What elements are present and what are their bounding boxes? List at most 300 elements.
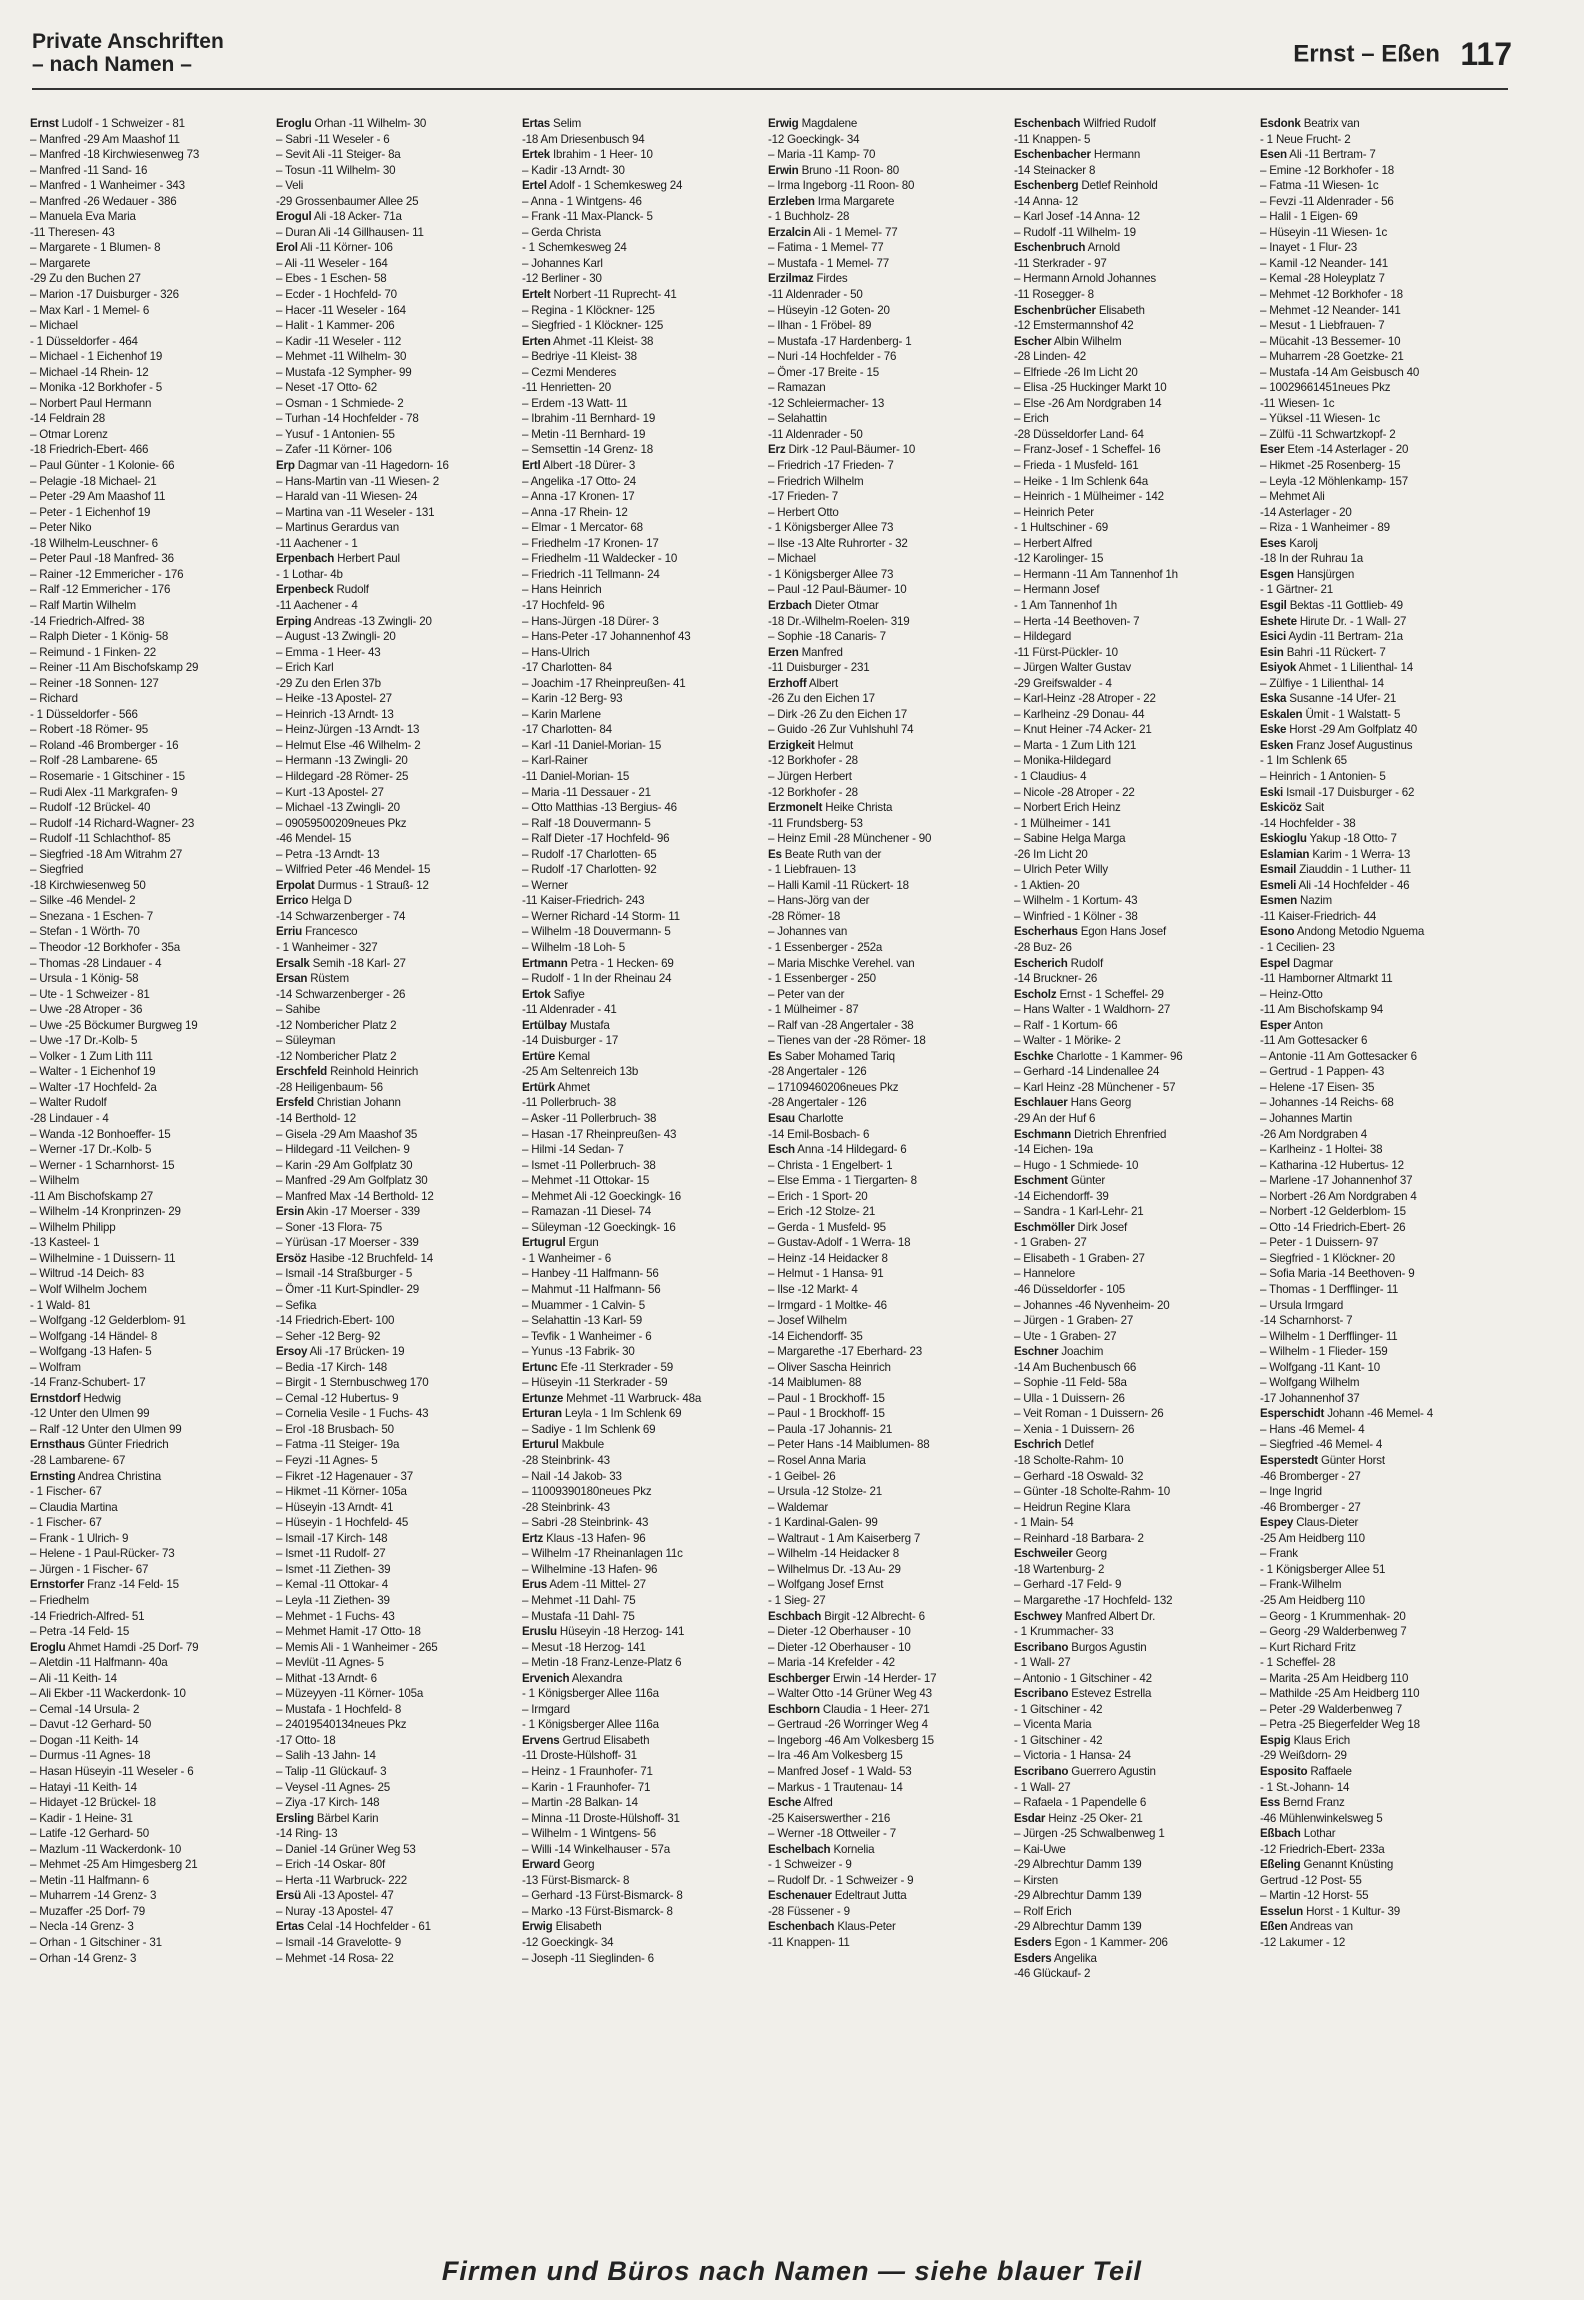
directory-entry: – Reimund - 1 Finken- 22 — [30, 645, 157, 659]
directory-entry: Erriu Francesco — [276, 925, 358, 939]
directory-entry: Ersin Akin -17 Moerser - 339 — [276, 1205, 420, 1219]
directory-entry: – Walter Rudolf — [30, 1096, 107, 1110]
directory-entry: – Johannes -46 Nyvenheim- 20 — [1014, 1298, 1170, 1312]
directory-entry: Escribano Guerrero Agustin — [1014, 1764, 1156, 1778]
directory-entry: – Selahattin — [768, 412, 827, 426]
directory-entry: – Metin -11 Bernhard- 19 — [522, 427, 646, 441]
directory-entry: – Hildegard -28 Römer- 25 — [276, 769, 409, 783]
directory-entry: - 1 Gitschiner - 42 — [1014, 1702, 1103, 1716]
directory-entry: – Ismail -14 Straßburger - 5 — [276, 1267, 413, 1281]
directory-entry: -11 Aachener - 4 — [276, 598, 358, 612]
directory-entry: Erzleben Irma Margarete — [768, 194, 895, 208]
directory-entry: – Veli — [276, 179, 304, 193]
directory-entry: – Heinz Emil -28 Münchener - 90 — [768, 832, 932, 846]
directory-entry: – Markus - 1 Trautenau- 14 — [768, 1780, 903, 1794]
directory-entry: – Halli Kamil -11 Rückert- 18 — [768, 878, 909, 892]
directory-entry: - 1 Aktien- 20 — [1014, 878, 1080, 892]
directory-entry: – Heinz-Otto — [1260, 987, 1323, 1001]
directory-entry: – Ismet -11 Ziethen- 39 — [276, 1562, 391, 1576]
directory-entry: Erturul Makbule — [522, 1438, 605, 1452]
directory-entry: – Hans Walter - 1 Waldhorn- 27 — [1014, 1003, 1171, 1017]
directory-entry: Erzen Manfred — [768, 645, 843, 659]
directory-entry: – Ralf Dieter -17 Hochfeld- 96 — [522, 832, 670, 846]
directory-entry: Esmail Ziauddin - 1 Luther- 11 — [1260, 863, 1412, 877]
directory-entry: – Memis Ali - 1 Wanheimer - 265 — [276, 1640, 438, 1654]
directory-entry: - 1 Fischer- 67 — [30, 1516, 102, 1530]
directory-entry: – Josef Wilhelm — [768, 1314, 847, 1328]
directory-entry: – Karlheinz -29 Donau- 44 — [1014, 707, 1145, 721]
directory-entry: – Mustafa -14 Am Geisbusch 40 — [1260, 365, 1420, 379]
directory-entry: – Karl-Heinz -28 Atroper - 22 — [1014, 692, 1156, 706]
directory-entry: Eschment Günter — [1014, 1174, 1106, 1188]
directory-entry: Escher Albin Wilhelm — [1014, 334, 1122, 348]
directory-entry: -11 Am Bischofskamp 27 — [30, 1189, 153, 1203]
directory-entry: – Mazlum -11 Wackerdonk- 10 — [30, 1842, 182, 1856]
directory-entry: Eser Etem -14 Asterlager - 20 — [1260, 443, 1409, 457]
directory-entry: – Michael — [30, 319, 78, 333]
directory-entry: – Heike - 1 Im Schlenk 64a — [1014, 474, 1148, 488]
directory-entry: Eschwey Manfred Albert Dr. — [1014, 1609, 1156, 1623]
directory-entry: - 1 Liebfrauen- 13 — [768, 863, 856, 877]
directory-entry: – Salih -13 Jahn- 14 — [276, 1749, 376, 1763]
directory-entry: -18 Kirchwiesenweg 50 — [30, 878, 146, 892]
directory-entry: -25 Am Heidberg 110 — [1260, 1531, 1365, 1545]
directory-entry: -14 Am Buchenbusch 66 — [1014, 1360, 1137, 1374]
directory-entry: -14 Maiblumen- 88 — [768, 1376, 862, 1390]
directory-entry: – Sandra - 1 Karl-Lehr- 21 — [1014, 1205, 1144, 1219]
directory-entry: - 1 Essenberger - 250 — [768, 972, 876, 986]
directory-entry: - 1 Königsberger Allee 116a — [522, 1687, 659, 1701]
directory-entry: – Otto -14 Friedrich-Ebert- 26 — [1260, 1220, 1406, 1234]
directory-entry: – Emma - 1 Heer- 43 — [276, 645, 381, 659]
directory-entry: – Hilmi -14 Sedan- 7 — [522, 1143, 624, 1157]
directory-entry: – Durmus -11 Agnes- 18 — [30, 1749, 151, 1763]
directory-entry: – Reinhard -18 Barbara- 2 — [1014, 1531, 1144, 1545]
directory-entry: Eschmöller Dirk Josef — [1014, 1220, 1128, 1234]
directory-entry: – Siegfried - 1 Klöckner- 125 — [522, 319, 664, 333]
directory-entry: – Ecder - 1 Hochfeld- 70 — [276, 288, 397, 302]
directory-entry: Erz Dirk -12 Paul-Bäumer- 10 — [768, 443, 916, 457]
directory-entry: Ertmann Petra - 1 Hecken- 69 — [522, 956, 674, 970]
directory-entry: -13 Fürst-Bismarck- 8 — [522, 1873, 630, 1887]
directory-entry: -14 Duisburger - 17 — [522, 1034, 619, 1048]
directory-entry: – Angelika -17 Otto- 24 — [522, 474, 636, 488]
directory-entry: – Elisa -25 Huckinger Markt 10 — [1014, 381, 1167, 395]
directory-entry: Esdonk Beatrix van — [1260, 117, 1360, 130]
directory-entry: – Veit Roman - 1 Duissern- 26 — [1014, 1407, 1164, 1421]
directory-entry: -11 Duisburger - 231 — [768, 661, 870, 675]
directory-entry: Erping Andreas -13 Zwingli- 20 — [276, 614, 432, 628]
directory-entry: – Ali Ekber -11 Wackerdonk- 10 — [30, 1687, 186, 1701]
directory-entry: -46 Glückauf- 2 — [1014, 1967, 1091, 1981]
directory-entry: -11 Aachener - 1 — [276, 536, 358, 550]
directory-entry: – Silke -46 Mendel- 2 — [30, 894, 136, 908]
directory-entry: – Richard — [30, 692, 78, 706]
directory-entry: – Elfriede -26 Im Licht 20 — [1014, 365, 1138, 379]
directory-entry: – Martin -12 Horst- 55 — [1260, 1889, 1369, 1903]
directory-entry: -25 Am Heidberg 110 — [1260, 1593, 1365, 1607]
directory-entry: – Kurt Richard Fritz — [1260, 1640, 1356, 1654]
directory-entry: – Muharrem -14 Grenz- 3 — [30, 1889, 157, 1903]
directory-entry: Erzalcin Ali - 1 Memel- 77 — [768, 225, 898, 239]
directory-entry: – Wilhelm -14 Kronprinzen- 29 — [30, 1205, 181, 1219]
directory-entry: -18 Wilhelm-Leuschner- 6 — [30, 536, 158, 550]
directory-entry: – Hatayi -11 Keith- 14 — [30, 1780, 137, 1794]
directory-entry: -14 Friedrich-Ebert- 100 — [276, 1314, 395, 1328]
directory-entry: Esch Anna -14 Hildegard- 6 — [768, 1143, 907, 1157]
directory-entry: – Erich Karl — [276, 661, 334, 675]
directory-entry: -14 Friedrich-Alfred- 38 — [30, 614, 145, 628]
directory-entry: -12 Berliner - 30 — [522, 272, 602, 286]
page-number: 117 — [1460, 36, 1512, 72]
directory-entry: -25 Kaiserswerther - 216 — [768, 1811, 891, 1825]
directory-entry: – Gerhard -17 Feld- 9 — [1014, 1578, 1122, 1592]
directory-entry: -28 Linden- 42 — [1014, 350, 1086, 364]
directory-entry: -26 Am Nordgraben 4 — [1260, 1127, 1368, 1141]
directory-entry: Ertunc Efe -11 Sterkrader - 59 — [522, 1360, 674, 1374]
directory-column-1 — [30, 116, 276, 2226]
directory-entry: -18 Wartenburg- 2 — [1014, 1562, 1105, 1576]
directory-entry: Eschlauer Hans Georg — [1014, 1096, 1132, 1110]
directory-entry: – Erich - 1 Sport- 20 — [768, 1189, 868, 1203]
directory-entry: – Paul - 1 Brockhoff- 15 — [768, 1391, 885, 1405]
directory-entry: -11 Aldenrader - 50 — [768, 427, 863, 441]
directory-entry: - 1 Claudius- 4 — [1014, 769, 1087, 783]
directory-entry: -28 Lindauer - 4 — [30, 1112, 109, 1125]
directory-entry: – Wolfgang -13 Hafen- 5 — [30, 1345, 152, 1359]
directory-entry: – Uwe -28 Atroper - 36 — [30, 1003, 143, 1017]
directory-entry: - 1 Scheffel- 28 — [1260, 1656, 1336, 1670]
directory-entry: - 1 Königsberger Allee 51 — [1260, 1562, 1386, 1576]
directory-entry: -14 Schwarzenberger - 26 — [276, 987, 406, 1001]
directory-entry: -12 Lakumer - 12 — [1260, 1935, 1346, 1949]
directory-entry: – Sabri -11 Weseler - 6 — [276, 132, 390, 146]
directory-entry: -14 Anna- 12 — [1014, 194, 1078, 208]
directory-entry: – Zülfiye - 1 Lilienthal- 14 — [1260, 676, 1384, 690]
directory-entry: – Norbert -12 Gelderblom- 15 — [1260, 1205, 1406, 1219]
directory-entry: – Winfried - 1 Kölner - 38 — [1014, 909, 1138, 923]
directory-entry: – Karin - 1 Fraunhofer- 71 — [522, 1780, 651, 1794]
directory-entry: Esono Andong Metodio Nguema — [1260, 925, 1425, 939]
directory-entry: – Kadir -13 Arndt- 30 — [522, 163, 625, 177]
directory-entry: – Norbert Erich Heinz — [1014, 801, 1121, 815]
directory-entry: – Wilfried Peter -46 Mendel- 15 — [276, 863, 431, 877]
directory-entry: Esselun Horst - 1 Kultur- 39 — [1260, 1904, 1401, 1918]
directory-entry: – Rudolf -11 Wilhelm- 19 — [1014, 225, 1136, 239]
name-range: Ernst – Eßen — [1293, 40, 1440, 68]
directory-entry: -12 Goeckingk- 34 — [768, 132, 860, 146]
directory-entry: – Peter van der — [768, 987, 845, 1001]
directory-entry: – Inge Ingrid — [1260, 1485, 1322, 1499]
directory-entry: – Ingeborg -46 Am Volkesberg 15 — [768, 1733, 934, 1747]
directory-entry: -14 Ring- 13 — [276, 1827, 338, 1841]
directory-entry: – Zülfü -11 Schwartzkopf- 2 — [1260, 427, 1396, 441]
directory-entry: – Hans -46 Memel- 4 — [1260, 1422, 1365, 1436]
directory-entry: - 1 Essenberger - 252a — [768, 940, 883, 954]
directory-entry: – Michael - 1 Eichenhof 19 — [30, 350, 163, 364]
directory-entry: – Ziya -17 Kirch- 148 — [276, 1796, 380, 1810]
directory-entry: – Else Emma - 1 Tiergarten- 8 — [768, 1174, 917, 1188]
directory-entry: Erol Ali -11 Körner- 106 — [276, 241, 393, 255]
directory-entry: – Mehmet -12 Neander- 141 — [1260, 303, 1401, 317]
directory-entry: - 1 Schemkesweg 24 — [522, 241, 627, 255]
directory-entry: -17 Charlotten- 84 — [522, 661, 612, 675]
directory-entry: – Herta -14 Beethoven- 7 — [1014, 614, 1140, 628]
directory-entry: – Neset -17 Otto- 62 — [276, 381, 378, 395]
directory-entry: – Monika-Hildegard — [1014, 754, 1111, 768]
directory-entry: – Harald van -11 Wiesen- 24 — [276, 490, 418, 504]
directory-entry: Erturan Leyla - 1 Im Schlenk 69 — [522, 1407, 682, 1421]
directory-entry: -14 Schwarzenberger - 74 — [276, 909, 406, 923]
directory-entry: Erwig Magdalene — [768, 117, 858, 130]
directory-entry: – Martinus Gerardus van — [276, 521, 399, 535]
directory-entry: – Ibrahim -11 Bernhard- 19 — [522, 412, 656, 426]
directory-entry: – Erich — [1014, 412, 1049, 426]
directory-entry: – Marlene -17 Johannenhof 37 — [1260, 1174, 1413, 1188]
directory-entry: Erus Adem -11 Mittel- 27 — [522, 1578, 646, 1592]
directory-entry: – Michael -13 Zwingli- 20 — [276, 801, 400, 815]
directory-entry: – Zafer -11 Körner- 106 — [276, 443, 392, 457]
directory-entry: – Marta - 1 Zum Lith 121 — [1014, 738, 1137, 752]
directory-entry: – Wilhelmine -13 Hafen- 96 — [522, 1562, 658, 1576]
directory-entry: – Hüseyin -12 Goten- 20 — [768, 303, 890, 317]
directory-entry: - 1 Wanheimer - 327 — [276, 940, 378, 954]
directory-entry: -14 Franz-Schubert- 17 — [30, 1376, 146, 1390]
directory-entry: – Hüseyin -11 Sterkrader - 59 — [522, 1376, 668, 1390]
directory-entry: – Sadiye - 1 Im Schlenk 69 — [522, 1422, 656, 1436]
directory-entry: Erzigkeit Helmut — [768, 738, 854, 752]
directory-entry: Eroglu Orhan -11 Wilhelm- 30 — [276, 117, 427, 130]
directory-entry: – Hans-Jürgen -18 Dürer- 3 — [522, 614, 659, 628]
directory-entry: – Emine -12 Borkhofer - 18 — [1260, 163, 1394, 177]
directory-entry: – Ismet -11 Pollerbruch- 38 — [522, 1158, 656, 1172]
directory-entry: Esgil Bektas -11 Gottlieb- 49 — [1260, 598, 1403, 612]
section-title-line1: Private Anschriften — [32, 30, 224, 53]
directory-entry: – Fikret -12 Hagenauer - 37 — [276, 1469, 414, 1483]
directory-entry: -18 Friedrich-Ebert- 466 — [30, 443, 149, 457]
directory-entry: – Snezana - 1 Eschen- 7 — [30, 909, 154, 923]
directory-entry: Eshete Hirute Dr. - 1 Wall- 27 — [1260, 614, 1407, 628]
directory-entry: – Gisela -29 Am Maashof 35 — [276, 1127, 418, 1141]
directory-entry: – Hanbey -11 Halfmann- 56 — [522, 1267, 659, 1281]
directory-entry: – Yusuf - 1 Antonien- 55 — [276, 427, 395, 441]
directory-entry: -11 Aldenrader - 41 — [522, 1003, 617, 1017]
directory-entry: – Yunus -13 Fabrik- 30 — [522, 1345, 635, 1359]
directory-entry: – Ebes - 1 Eschen- 58 — [276, 272, 387, 286]
directory-entry: Ernst Ludolf - 1 Schweizer - 81 — [30, 117, 185, 130]
directory-entry: – Heidrun Regine Klara — [1014, 1500, 1131, 1514]
directory-entry: – Karl Josef -14 Anna- 12 — [1014, 210, 1140, 224]
directory-entry: – Reiner -18 Sonnen- 127 — [30, 676, 159, 690]
directory-entry: – Gustav-Adolf - 1 Werra- 18 — [768, 1236, 911, 1250]
directory-entry: – Siegfried -46 Memel- 4 — [1260, 1438, 1383, 1452]
directory-entry: -46 Bromberger - 27 — [1260, 1500, 1361, 1514]
directory-entry: – Dogan -11 Keith- 14 — [30, 1733, 139, 1747]
directory-entry: – 11009390180neues Pkz — [522, 1485, 652, 1499]
directory-entry: – Peter Paul -18 Manfred- 36 — [30, 552, 174, 566]
directory-entry: Eschrich Detlef — [1014, 1438, 1094, 1452]
directory-entry: – Rolf -28 Lambarene- 65 — [30, 754, 158, 768]
directory-entry: – Ilse -13 Alte Ruhrorter - 32 — [768, 536, 908, 550]
directory-entry: – Fatma -11 Steiger- 19a — [276, 1438, 400, 1452]
directory-entry: -11 Rosegger- 8 — [1014, 288, 1094, 302]
directory-entry: – Siegfried - 1 Klöckner- 20 — [1260, 1251, 1395, 1265]
directory-entry: – Ilse -12 Markt- 4 — [768, 1283, 858, 1297]
directory-entry: Escherich Rudolf — [1014, 956, 1103, 970]
directory-entry: – Wilhelmine - 1 Duissern- 11 — [30, 1251, 176, 1265]
directory-entry: – Heinz -14 Heidacker 8 — [768, 1251, 888, 1265]
directory-column-4 — [768, 116, 1014, 2226]
directory-entry: – Talip -11 Glückauf- 3 — [276, 1764, 387, 1778]
directory-entry: – Wiltrud -14 Deich- 83 — [30, 1267, 144, 1281]
directory-entry: Espig Klaus Erich — [1260, 1733, 1351, 1747]
directory-entry: – Pelagie -18 Michael- 21 — [30, 474, 157, 488]
directory-entry: Eslamian Karim - 1 Werra- 13 — [1260, 847, 1411, 861]
directory-entry: -46 Düsseldorfer - 105 — [1014, 1283, 1125, 1297]
directory-entry: – Ismet -11 Rudolf- 27 — [276, 1547, 386, 1561]
directory-entry: – Petra -25 Biegerfelder Weg 18 — [1260, 1718, 1420, 1732]
directory-entry: Esper Anton — [1260, 1018, 1323, 1032]
directory-entry: Ervenich Alexandra — [522, 1671, 623, 1685]
directory-entry: – Davut -12 Gerhard- 50 — [30, 1718, 152, 1732]
directory-entry: – Frank - 1 Ulrich- 9 — [30, 1531, 129, 1545]
directory-entry: Esders Angelika — [1014, 1951, 1097, 1965]
directory-entry: – Rolf Erich — [1014, 1904, 1072, 1918]
directory-entry: -13 Kasteel- 1 — [30, 1236, 100, 1250]
directory-entry: Es Beate Ruth van der — [768, 847, 882, 861]
directory-entry: – Margarete - 1 Blumen- 8 — [30, 241, 161, 255]
directory-entry: -11 Pollerbruch- 38 — [522, 1096, 616, 1110]
directory-entry: – Victoria - 1 Hansa- 24 — [1014, 1749, 1131, 1763]
directory-entry: – Kadir -11 Weseler - 112 — [276, 334, 402, 348]
directory-entry: Ervens Gertrud Elisabeth — [522, 1733, 650, 1747]
directory-entry: – Manfred - 1 Wanheimer - 343 — [30, 179, 185, 193]
directory-entry: – Georg - 1 Krummenhak- 20 — [1260, 1609, 1406, 1623]
directory-entry: – Dieter -12 Oberhauser - 10 — [768, 1640, 911, 1654]
directory-entry: Eschenbach Wilfried Rudolf — [1014, 117, 1156, 130]
directory-entry: Eschenbach Klaus-Peter — [768, 1920, 896, 1934]
directory-entry: – Hugo - 1 Schmiede- 10 — [1014, 1158, 1139, 1172]
header-divider — [32, 88, 1508, 90]
directory-entry: Esperschidt Johann -46 Memel- 4 — [1260, 1407, 1433, 1421]
directory-entry: Eroglu Ahmet Hamdi -25 Dorf- 79 — [30, 1640, 199, 1654]
directory-entry: – Wilhelm -14 Heidacker 8 — [768, 1547, 899, 1561]
directory-entry: Esiyok Ahmet - 1 Lilienthal- 14 — [1260, 661, 1413, 675]
directory-entry: - 1 Wald- 81 — [30, 1298, 91, 1312]
directory-entry: – Duran Ali -14 Gillhausen- 11 — [276, 225, 424, 239]
directory-entry: -14 Friedrich-Alfred- 51 — [30, 1609, 145, 1623]
directory-entry: - 1 Geibel- 26 — [768, 1469, 836, 1483]
directory-entry: -14 Bruckner- 26 — [1014, 972, 1098, 986]
directory-entry: -14 Hochfelder - 38 — [1260, 816, 1356, 830]
directory-entry: – Fatima - 1 Memel- 77 — [768, 241, 884, 255]
directory-entry: -28 Steinbrink- 43 — [522, 1454, 610, 1468]
directory-entry: – Petra -14 Feld- 15 — [30, 1625, 130, 1639]
directory-entry: – Hans-Jörg van der — [768, 894, 870, 908]
directory-entry: – Cemal -12 Hubertus- 9 — [276, 1391, 399, 1405]
directory-entry: – Ralf Martin Wilhelm — [30, 598, 136, 612]
directory-entry: – Peter - 1 Eichenhof 19 — [30, 505, 151, 519]
directory-entry: – Frieda - 1 Musfeld- 161 — [1014, 459, 1139, 473]
directory-entry: -12 Nombericher Platz 2 — [276, 1018, 397, 1032]
directory-entry: Esposito Raffaele — [1260, 1764, 1352, 1778]
directory-entry: -11 Knappen- 5 — [1014, 132, 1091, 146]
directory-entry: – Inayet - 1 Flur- 23 — [1260, 241, 1357, 255]
directory-entry: – Rudolf -11 Schlachthof- 85 — [30, 832, 171, 846]
directory-entry: – Antonie -11 Am Gottesacker 6 — [1260, 1049, 1417, 1063]
directory-entry: - 1 Sieg- 27 — [768, 1593, 826, 1607]
directory-entry: – Monika -12 Borkhofer - 5 — [30, 381, 163, 395]
directory-entry: Ertüre Kemal — [522, 1049, 590, 1063]
directory-entry: – Sahibe — [276, 1003, 321, 1017]
directory-entry: – Friedrich Wilhelm — [768, 474, 864, 488]
directory-entry: - 1 Wanheimer - 6 — [522, 1251, 611, 1265]
directory-entry: - 1 Main- 54 — [1014, 1516, 1074, 1530]
directory-entry: – Süleyman — [276, 1034, 336, 1048]
directory-entry: - 1 Düsseldorfer - 566 — [30, 707, 138, 721]
directory-entry: – Volker - 1 Zum Lith 111 — [30, 1049, 153, 1063]
directory-entry: – Walter - 1 Eichenhof 19 — [30, 1065, 156, 1079]
directory-entry: – Guido -26 Zur Vuhlshuhl 74 — [768, 723, 914, 737]
directory-entry: -29 Zu den Erlen 37b — [276, 676, 381, 690]
directory-entry: – Werner — [522, 878, 568, 892]
directory-entry: – Manuela Eva Maria — [30, 210, 136, 224]
directory-entry: -11 Fürst-Pückler- 10 — [1014, 645, 1118, 659]
directory-entry: – Thomas - 1 Derfflinger- 11 — [1260, 1283, 1399, 1297]
directory-entry: – Heinz - 1 Fraunhofer- 71 — [522, 1764, 653, 1778]
directory-entry: -28 Lambarene- 67 — [30, 1454, 126, 1468]
directory-entry: – Otmar Lorenz — [30, 427, 108, 441]
directory-entry: – Ilhan - 1 Fröbel- 89 — [768, 319, 872, 333]
directory-entry: – Rudolf -17 Charlotten- 65 — [522, 847, 657, 861]
directory-entry: – Kamil -12 Neander- 141 — [1260, 256, 1388, 270]
directory-entry: Esau Charlotte — [768, 1112, 844, 1125]
directory-entry: – Franz-Josef - 1 Scheffel- 16 — [1014, 443, 1161, 457]
directory-entry: Ertok Safiye — [522, 987, 585, 1001]
directory-entry: -14 Eichendorff- 35 — [768, 1329, 863, 1343]
directory-entry: -29 Grossenbaumer Allee 25 — [276, 194, 419, 208]
directory-entry: -46 Mendel- 15 — [276, 832, 352, 846]
directory-entry: -46 Mühlenwinkelsweg 5 — [1260, 1811, 1383, 1825]
directory-entry: – Paul -12 Paul-Bäumer- 10 — [768, 583, 907, 597]
directory-entry: -17 Charlotten- 84 — [522, 723, 612, 737]
directory-entry: – Hans-Martin van -11 Wiesen- 2 — [276, 474, 440, 488]
directory-entry: – Ute - 1 Schweizer - 81 — [30, 987, 150, 1001]
directory-entry: Eschenauer Edeltraut Jutta — [768, 1889, 907, 1903]
directory-entry: Ertel Adolf - 1 Schemkesweg 24 — [522, 179, 683, 193]
directory-entry: – Halil - 1 Eigen- 69 — [1260, 210, 1358, 224]
directory-entry: – Uwe -17 Dr.-Kolb- 5 — [30, 1034, 138, 1048]
directory-entry: – Fevzi -11 Aldenrader - 56 — [1260, 194, 1394, 208]
directory-entry: – Sabri -28 Steinbrink- 43 — [522, 1516, 649, 1530]
directory-entry: – Norbert -26 Am Nordgraben 4 — [1260, 1189, 1417, 1203]
directory-entry: -18 Dr.-Wilhelm-Roelen- 319 — [768, 614, 910, 628]
directory-entry: - 1 Mülheimer - 141 — [1014, 816, 1111, 830]
directory-entry: Ersoy Ali -17 Brücken- 19 — [276, 1345, 405, 1359]
directory-entry: – Martin -28 Balkan- 14 — [522, 1796, 638, 1810]
directory-entry: – Manfred -18 Kirchwiesenweg 73 — [30, 148, 200, 162]
directory-entry: – Sofia Maria -14 Beethoven- 9 — [1260, 1267, 1415, 1281]
directory-entry: – Antonio - 1 Gitschiner - 42 — [1014, 1671, 1152, 1685]
directory-entry: – Reiner -11 Am Bischofskamp 29 — [30, 661, 199, 675]
directory-entry: – Ömer -11 Kurt-Spindler- 29 — [276, 1283, 420, 1297]
directory-entry: – Mehmet -11 Ottokar- 15 — [522, 1174, 650, 1188]
directory-entry: -11 Sterkrader - 97 — [1014, 256, 1107, 270]
directory-entry: – Martina van -11 Weseler - 131 — [276, 505, 435, 519]
directory-entry: - 1 Im Schlenk 65 — [1260, 754, 1347, 768]
directory-entry: – Marita -25 Am Heidberg 110 — [1260, 1671, 1409, 1685]
directory-entry: Eskalen Ümit - 1 Walstatt- 5 — [1260, 707, 1401, 721]
